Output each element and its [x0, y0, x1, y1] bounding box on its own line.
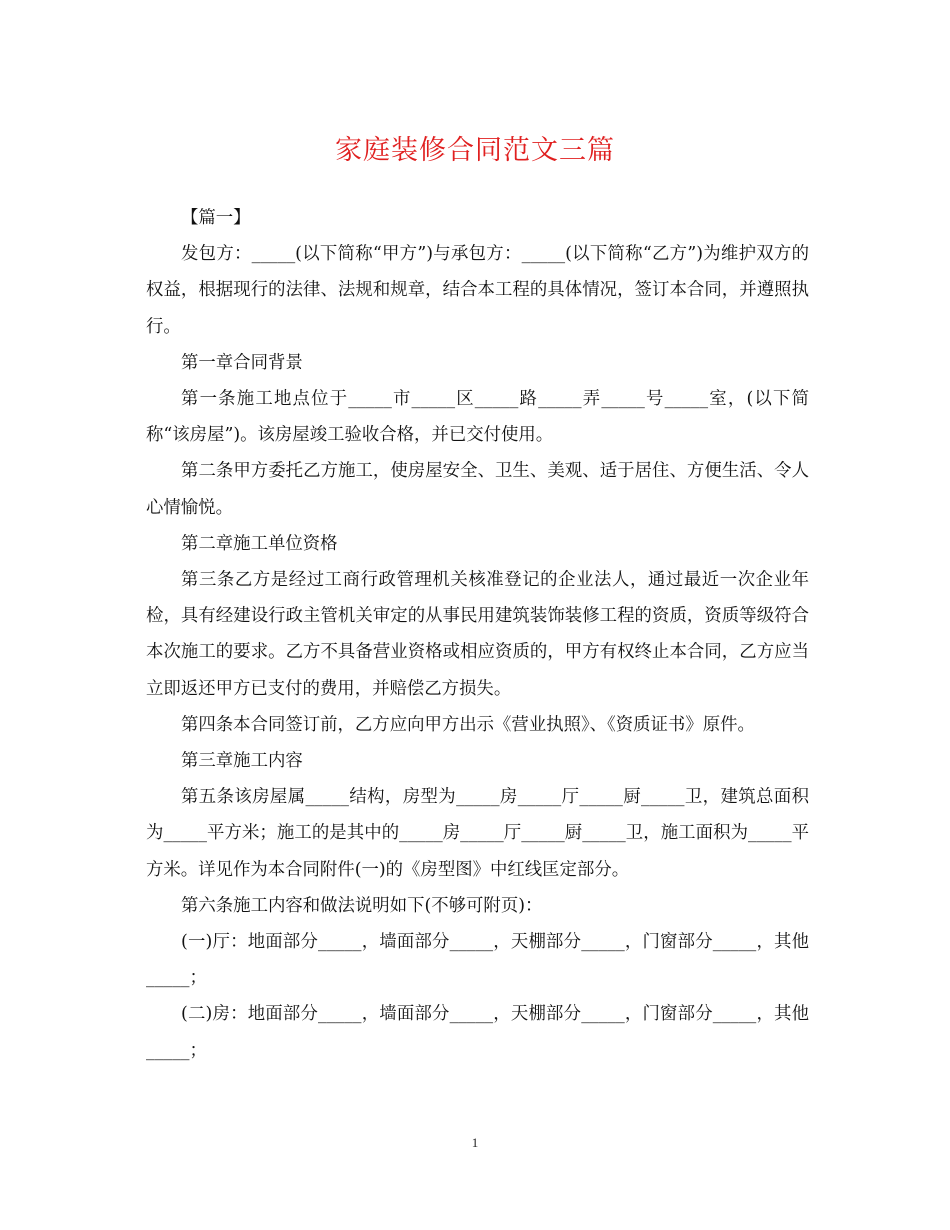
- article-3: 第三条乙方是经过工商行政管理机关核准登记的企业法人，通过最近一次企业年检，具有经建设行政主管机关审定的从事民用建筑装饰装修工程的资质，资质等级符合本次施工的要求。乙方不具备营业资格或相应资质的，甲方有权终止本合同，乙方应当立即返还甲方已支付的费用，并赔偿乙方损失。: [146, 570, 809, 699]
- article-5: 第五条该房屋属_____结构，房型为_____房_____厅_____厨_____卫，建筑总面积为_____平方米；施工的是其中的_____房_____厅_____厨_____卫，施工面积为_____平方米。详见作为本合同附件(一)的《房型图》中红线匡定部分。: [146, 787, 809, 880]
- section-heading: 【篇一】: [181, 208, 251, 228]
- page-number: 1: [471, 1135, 479, 1150]
- chapter-heading-1: 第一章合同背景: [181, 352, 303, 373]
- chapter-heading-2: 第二章施工单位资格: [181, 533, 338, 554]
- article-2: 第二条甲方委托乙方施工，使房屋安全、卫生、美观、适于居住、方便生活、令人心情愉悦。: [146, 461, 809, 518]
- document-body: [146, 200, 809, 1069]
- article-4: 第四条本合同签订前，乙方应向甲方出示《营业执照》、《资质证书》原件。: [181, 714, 755, 735]
- paragraph-parties: 发包方：_____(以下简称“甲方”)与承包方：_____(以下简称“乙方”)为维护双方的权益，根据现行的法律、法规和规章，结合本工程的具体情况，签订本合同，并遵照执行。: [146, 244, 809, 337]
- item-hall: (一)厅：地面部分_____，墙面部分_____，天棚部分_____，门窗部分_____，其他_____；: [146, 932, 809, 989]
- item-room: (二)房：地面部分_____，墙面部分_____，天棚部分_____，门窗部分_____，其他_____；: [146, 1004, 809, 1061]
- document-title: 家庭装修合同范文三篇: [335, 135, 615, 166]
- article-6: 第六条施工内容和做法说明如下(不够可附页)：: [181, 895, 543, 916]
- article-1: 第一条施工地点位于_____市_____区_____路_____弄_____号_____室，(以下简称“该房屋”)。该房屋竣工验收合格，并已交付使用。: [146, 389, 809, 446]
- chapter-heading-3: 第三章施工内容: [181, 751, 303, 772]
